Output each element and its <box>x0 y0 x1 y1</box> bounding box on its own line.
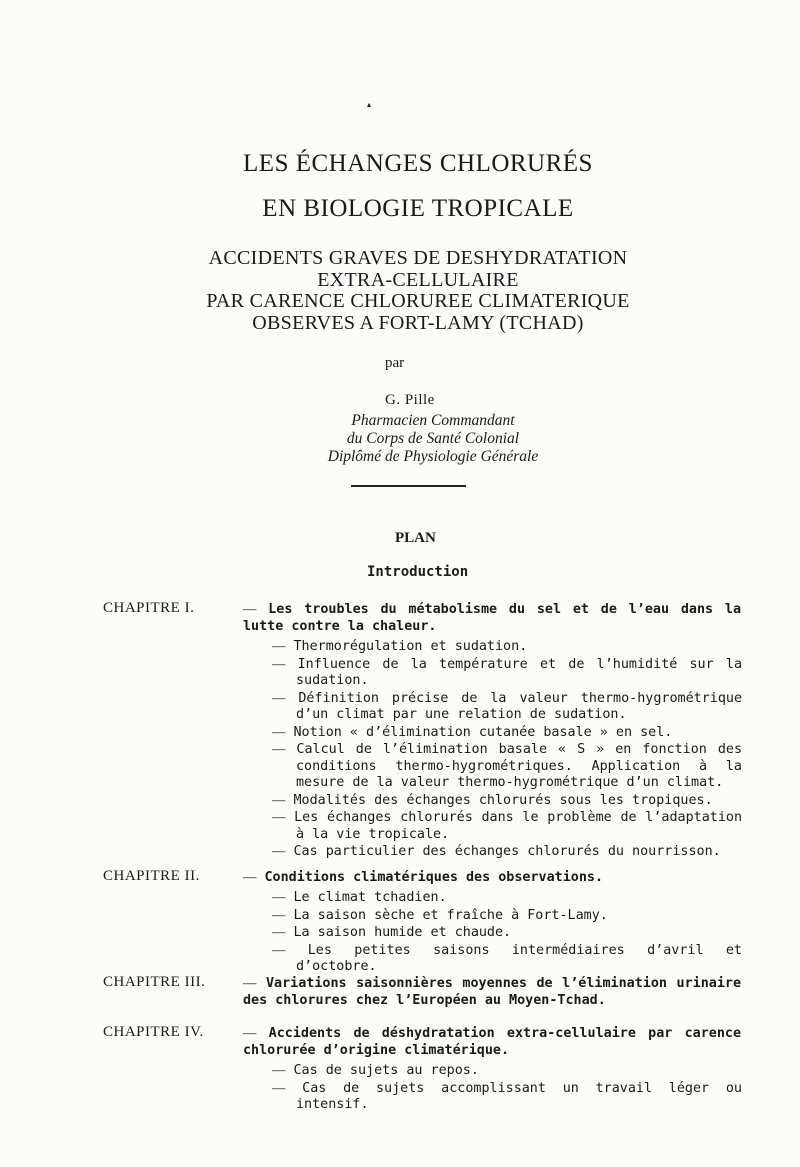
dash: — <box>272 843 286 858</box>
dash: — <box>243 975 257 990</box>
chapter-heading <box>243 1024 741 1059</box>
speck: ▴ <box>367 100 372 109</box>
dash: — <box>272 638 286 653</box>
affiliation-line: Pharmacien Commandant <box>351 412 515 429</box>
list-item <box>272 942 742 976</box>
list-item <box>272 741 742 792</box>
author-name: G. Pille <box>385 392 435 408</box>
dash: — <box>272 655 286 671</box>
list-item <box>272 924 742 942</box>
title-line-2: EN BIOLOGIE TROPICALE <box>262 195 574 222</box>
list-item-text: Cas de sujets accomplissant un travail léger ou intensif. <box>296 1080 742 1112</box>
chapter-heading-text: Les troubles du métabolisme du sel et de l’eau dans la lutte contre la chaleur. <box>243 602 742 634</box>
dash: — <box>272 723 286 739</box>
dash: — <box>272 791 286 807</box>
dash: — <box>272 941 286 957</box>
dash: — <box>272 889 286 904</box>
subtitle-line: OBSERVES A FORT-LAMY (TCHAD) <box>252 311 584 334</box>
dash: — <box>272 1062 286 1077</box>
list-item-text: Calcul de l’élimination basale « S » en fonction des conditions thermo-hygrométriques. Application à la mesure de la valeur thermo-hygrométrique d’un climat. <box>296 742 743 790</box>
chapter-heading-text: Accidents de déshydratation extra-cellulaire par carence chlorurée d’origine climatérique. <box>243 1026 742 1058</box>
list-item-text: Cas particulier des échanges chlorurés du nourrisson. <box>293 844 721 859</box>
list-item-text: Les petites saisons intermédiaires d’avril et d’octobre. <box>296 942 742 974</box>
dash: — <box>272 689 286 705</box>
chapter-label: CHAPITRE IV. <box>103 1024 204 1040</box>
list-item <box>272 809 742 843</box>
list-item-text: La saison sèche et fraîche à Fort-Lamy. <box>293 907 608 923</box>
dash: — <box>243 869 257 884</box>
dash: — <box>272 906 286 922</box>
subtitle-line: ACCIDENTS GRAVES DE DESHYDRATATION <box>208 247 628 269</box>
list-item <box>272 792 742 810</box>
list-item <box>272 1062 742 1080</box>
list-item-text: La saison humide et chaude. <box>293 925 512 940</box>
subtitle <box>18 248 800 334</box>
list-item <box>272 889 742 907</box>
chapter-items <box>272 1062 742 1114</box>
affiliation-line: Diplômé de Physiologie Générale <box>327 448 539 465</box>
list-item <box>272 907 742 925</box>
introduction-heading: Introduction <box>367 564 469 580</box>
list-item-text: Modalités des échanges chlorurés sous les tropiques. <box>293 792 713 808</box>
dash: — <box>243 601 257 616</box>
dash: — <box>272 924 286 939</box>
title-line-1: LES ÉCHANGES CHLORURÉS <box>243 150 593 177</box>
chapter-heading <box>243 600 741 635</box>
dash: — <box>272 1079 286 1095</box>
list-item <box>272 724 742 742</box>
chapter-label: CHAPITRE III. <box>103 974 206 990</box>
chapter-label: CHAPITRE II. <box>103 868 200 884</box>
dash: — <box>272 741 286 756</box>
by-label: par <box>385 355 405 371</box>
chapter-label: CHAPITRE I. <box>103 600 195 616</box>
subtitle-line: PAR CARENCE CHLORUREE CLIMATERIQUE <box>206 290 630 312</box>
chapter-heading <box>243 974 741 1009</box>
dash: — <box>243 1025 257 1040</box>
list-item-text: Définition précise de la valeur thermo-hygrométrique d’un climat par une relation de sudation. <box>296 690 742 722</box>
dash: — <box>272 809 286 824</box>
list-item-text: Les échanges chlorurés dans le problème de l’adaptation à la vie tropicale. <box>294 810 743 842</box>
list-item-text: Le climat tchadien. <box>293 890 447 905</box>
list-item-text: Cas de sujets au repos. <box>293 1063 479 1078</box>
list-item <box>272 843 742 861</box>
divider <box>351 485 466 487</box>
list-item <box>272 656 742 690</box>
subtitle-line: EXTRA-CELLULAIRE <box>317 268 519 291</box>
affiliation <box>283 412 583 466</box>
list-item-text: Thermorégulation et sudation. <box>293 639 528 654</box>
list-item-text: Notion « d’élimination cutanée basale » en sel. <box>293 724 673 740</box>
list-item-text: Influence de la température et de l’humidité sur la sudation. <box>296 656 742 688</box>
list-item <box>272 1080 742 1114</box>
chapter-heading-text: Variations saisonnières moyennes de l’élimination urinaire des chlorures chez l’Européen au Moyen-Tchad. <box>243 976 742 1008</box>
chapter-heading <box>243 868 741 886</box>
list-item <box>272 690 742 724</box>
chapter-items <box>272 889 742 976</box>
chapter-items <box>272 638 742 861</box>
affiliation-line: du Corps de Santé Colonial <box>346 430 520 447</box>
plan-heading: PLAN <box>395 530 436 546</box>
chapter-heading-text: Conditions climatériques des observations. <box>264 870 604 885</box>
list-item <box>272 638 742 656</box>
